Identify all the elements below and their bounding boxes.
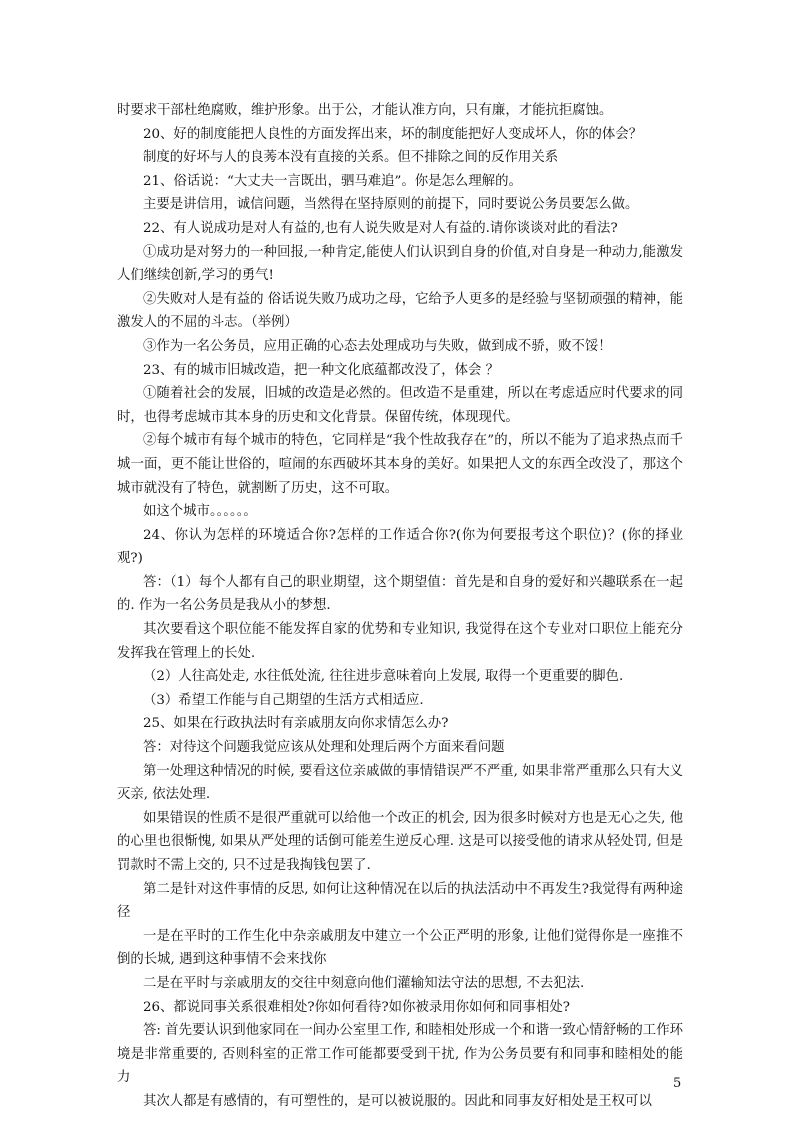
paragraph: 第一处理这种情况的时候, 要看这位亲戚做的事情错误严不严重, 如果非常严重那么只有大义灭亲, 依法处理. — [117, 763, 683, 803]
document-body — [117, 99, 683, 1114]
paragraph: 主要是讲信用，诚信问题，当然得在坚持原则的前提下，同时要说公务员要怎么做。 — [143, 197, 639, 213]
paragraph: 答：（1）每个人都有自己的职业期望，这个期望值：首先是和自身的爱好和兴趣联系在一起的. 作为一名公务员是我从小的梦想. — [117, 574, 683, 614]
paragraph: （2）人往高处走, 水往低处流, 往往进步意味着向上发展, 取得一个更重要的脚色. — [143, 669, 624, 685]
page-number: 5 — [673, 1076, 682, 1091]
paragraph: 二是在平时与亲戚朋友的交往中刻意向他们灌输知法守法的思想, 不去犯法. — [143, 975, 585, 991]
paragraph: 24、你认为怎样的环境适合你?怎样的工作适合你?(你为何要报考这个职位)？(你的择业观?) — [117, 527, 683, 567]
paragraph: 答: 首先要认识到他家同在一间办公室里工作, 和睦相处形成一个和谐一致心情舒畅的工作环境是非常重要的, 否则科室的正常工作可能都要受到干扰, 作为公务员要有和同事和睦相处的能力 — [117, 1023, 683, 1086]
paragraph: ③作为一名公务员，应用正确的心态去处理成功与失败，做到成不骄，败不馁！ — [143, 338, 612, 354]
paragraph: 如这个城市。。。。。。 — [143, 504, 257, 520]
paragraph: ②每个城市有每个城市的特色，它同样是“我个性故我存在”的，所以不能为了追求热点而千城一面，更不能让世俗的，喧闹的东西破坏其本身的美好。如果把人文的东西全改没了，那这个城市就没有了特色，就割断了历史，这不可取。 — [117, 433, 683, 496]
paragraph: 26、都说同事关系很难相处?你如何看待?如你被录用你如何和同事相处? — [143, 999, 570, 1015]
paragraph: ②失败对人是有益的 俗话说失败乃成功之母，它给予人更多的是经验与坚韧顽强的精神，能激发人的不屈的斗志。（举例） — [117, 291, 683, 331]
paragraph: （3）希望工作能与自己期望的生活方式相适应. — [143, 692, 424, 708]
paragraph: 21、俗话说：“大丈夫一言既出，驷马难追”。你是怎么理解的。 — [143, 173, 522, 189]
paragraph: 一是在平时的工作生化中杂亲戚朋友中建立一个公正严明的形象, 让他们觉得你是一座推不倒的长城, 遇到这种事情不会来找你 — [117, 928, 683, 968]
paragraph: 时要求干部杜绝腐败，维护形象。出于公，才能认准方向，只有廉，才能抗拒腐蚀。 — [117, 103, 613, 118]
paragraph: 答：对待这个问题我觉应该从处理和处理后两个方面来看问题 — [143, 740, 505, 756]
paragraph: 22、有人说成功是对人有益的,也有人说失败是对人有益的.请你谈谈对此的看法? — [143, 220, 618, 236]
paragraph: 制度的好坏与人的良莠本没有直接的关系。但不排除之间的反作用关系 — [143, 150, 559, 166]
paragraph: 25、如果在行政执法时有亲戚朋友向你求情怎么办? — [143, 716, 449, 732]
paragraph: 其次人都是有感情的，有可塑性的，是可以被说服的。因此和同事友好相处是王权可以 — [143, 1093, 652, 1109]
paragraph: 第二是针对这件事情的反思, 如何让这种情况在以后的执法活动中不再发生?我觉得有两种途径 — [117, 881, 683, 921]
paragraph: ①随着社会的发展，旧城的改造是必然的。但改造不是重建，所以在考虑适应时代要求的同时，也得考虑城市其本身的历史和文化背景。保留传统，体现现代。 — [117, 386, 683, 425]
paragraph: 20、好的制度能把人良性的方面发挥出来，坏的制度能把好人变成坏人，你的体会？ — [143, 126, 643, 142]
paragraph: 23、有的城市旧城改造，把一种文化底蕴都改没了，体会 ？ — [143, 362, 500, 378]
paragraph: 其次要看这个职位能不能发挥自家的优势和专业知识, 我觉得在这个专业对口职位上能充分发挥我在管理上的长处. — [117, 622, 683, 661]
paragraph: 如果错误的性质不是很严重就可以给他一个改正的机会, 因为很多时候对方也是无心之失, 他的心里也很惭愧, 如果从严处理的话倒可能差生逆反心理. 这是可以接受他的请求从轻处罚, 但是罚款时不需上交的, 只不过是我掏钱包罢了. — [117, 810, 683, 873]
paragraph: ①成功是对努力的一种回报,一种肯定,能使人们认识到自身的价值,对自身是一种动力,能激发人们继续创新,学习的勇气! — [117, 244, 683, 284]
